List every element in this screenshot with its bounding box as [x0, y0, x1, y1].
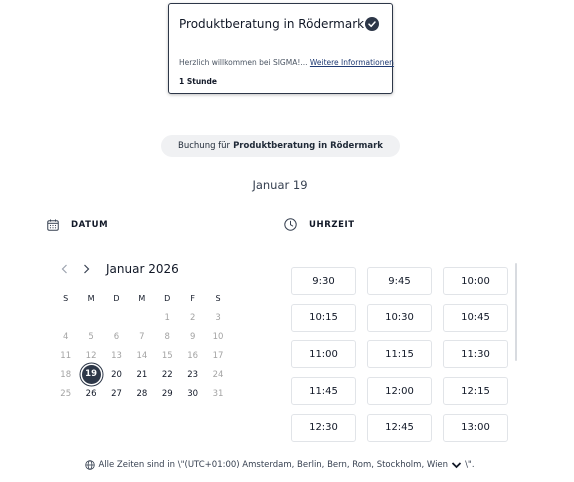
calendar-day-number: 27 — [111, 388, 122, 399]
calendar-day — [53, 351, 78, 361]
previous-month-button[interactable] — [58, 262, 70, 276]
calendar-day-number: 25 — [60, 388, 72, 399]
calendar-day-number: 22 — [161, 369, 173, 380]
calendar-day[interactable] — [104, 389, 129, 399]
calendar-day-number: 15 — [161, 350, 173, 361]
time-slot-button[interactable]: 12:30 — [291, 414, 356, 442]
calendar-day — [155, 313, 180, 323]
calendar-day-number: 10 — [212, 331, 224, 342]
weekday-header-row — [53, 289, 231, 308]
timezone-suffix: \". — [465, 460, 475, 470]
calendar-navigation — [58, 262, 179, 276]
calendar-day — [78, 332, 103, 342]
calendar-day-number: 3 — [215, 312, 221, 323]
time-slot-button[interactable]: 10:15 — [291, 304, 356, 332]
time-slot-button[interactable]: 11:15 — [367, 340, 432, 368]
service-card[interactable] — [168, 3, 393, 94]
calendar-grid — [53, 289, 231, 403]
date-section-label: DATUM — [71, 220, 109, 230]
time-section-heading — [284, 218, 355, 231]
calendar-day — [205, 370, 230, 380]
calendar-day-number: 26 — [85, 388, 97, 399]
chevron-left-icon — [61, 264, 68, 274]
calendar-day[interactable] — [129, 370, 154, 380]
calendar-day — [155, 351, 180, 361]
date-section-heading — [47, 219, 108, 231]
chevron-right-icon — [83, 264, 90, 274]
calendar-day-number: 23 — [187, 369, 199, 380]
calendar-day-number: 13 — [111, 350, 122, 361]
weekday-label: D — [113, 294, 120, 303]
calendar-day — [180, 313, 205, 323]
calendar-day-number: 14 — [136, 350, 148, 361]
calendar-day-number: 8 — [164, 331, 170, 342]
calendar-day — [155, 332, 180, 342]
timezone-line — [0, 460, 560, 470]
check-circle-icon — [365, 17, 379, 31]
calendar-day-number: 16 — [187, 350, 199, 361]
timezone-value: (UTC+01:00) Amsterdam, Berlin, Bern, Rom, Stockholm, Wien — [184, 460, 449, 470]
calendar-day-number: 28 — [136, 388, 148, 399]
calendar-day — [180, 332, 205, 342]
calendar-day — [53, 370, 78, 380]
calendar-day-number: 6 — [113, 331, 120, 342]
calendar-day — [53, 332, 78, 342]
time-slot-button[interactable]: 13:00 — [443, 414, 508, 442]
calendar-day[interactable] — [78, 365, 103, 384]
calendar-day[interactable] — [180, 370, 205, 380]
next-month-button[interactable] — [80, 262, 92, 276]
calendar-day[interactable] — [104, 370, 129, 380]
service-description-text: Herzlich willkommen bei SIGMA!... — [179, 58, 308, 67]
calendar-week-row — [53, 384, 231, 403]
weekday-label: S — [63, 294, 69, 303]
calendar-day-number: 20 — [111, 369, 122, 380]
calendar-day-number: 31 — [212, 388, 224, 399]
time-slot-button[interactable]: 10:45 — [443, 304, 508, 332]
clock-icon — [284, 218, 297, 231]
more-info-link[interactable]: Weitere Informationen — [309, 58, 394, 67]
calendar-day — [78, 351, 103, 361]
calendar-day[interactable] — [129, 389, 154, 399]
calendar-day — [205, 332, 230, 342]
calendar-day-number: 7 — [139, 331, 145, 342]
service-description — [179, 58, 394, 67]
calendar-day-number: 4 — [62, 331, 69, 342]
calendar-day — [53, 389, 78, 399]
calendar-day — [129, 351, 154, 361]
weekday-label: F — [190, 294, 195, 303]
time-slot-button[interactable]: 10:00 — [443, 267, 508, 295]
time-slot-button[interactable]: 11:00 — [291, 340, 356, 368]
calendar-day-number: 2 — [189, 312, 196, 323]
booking-service-name: Produktberatung in Rödermark — [233, 141, 383, 151]
calendar-day — [205, 351, 230, 361]
weekday-label: M — [138, 294, 146, 303]
calendar-day-number: 11 — [60, 350, 72, 361]
calendar-day-number: 19 — [82, 365, 101, 384]
calendar-weeks — [53, 308, 231, 403]
calendar-day-number: 18 — [60, 369, 72, 380]
time-slot-list — [291, 267, 509, 445]
calendar-day-number: 29 — [161, 388, 173, 399]
calendar-day — [104, 351, 129, 361]
selected-date: Januar 19 — [252, 178, 308, 192]
calendar-day — [129, 332, 154, 342]
calendar-day[interactable] — [78, 389, 103, 399]
booking-summary — [161, 135, 400, 157]
weekday-label: M — [87, 294, 95, 303]
calendar-week-row — [53, 346, 231, 365]
calendar-week-row — [53, 327, 231, 346]
timezone-select[interactable] — [185, 460, 466, 470]
time-slot-button[interactable]: 12:45 — [367, 414, 432, 442]
service-title: Produktberatung in Rödermark — [179, 17, 365, 31]
calendar-day-number: 1 — [164, 312, 170, 323]
time-slot-button[interactable]: 10:30 — [367, 304, 432, 332]
time-section-label: UHRZEIT — [309, 219, 355, 230]
calendar-day-number: 5 — [88, 331, 94, 342]
calendar-day — [104, 332, 129, 342]
time-slot-button[interactable]: 12:00 — [367, 377, 432, 405]
calendar-week-row — [53, 365, 231, 384]
calendar-day-number: 12 — [85, 350, 97, 361]
timezone-prefix: Alle Zeiten sind in \" — [98, 460, 185, 470]
calendar-day[interactable] — [155, 389, 180, 399]
time-slot-button[interactable]: 9:45 — [367, 267, 432, 295]
calendar-day — [180, 351, 205, 361]
globe-icon — [85, 460, 95, 470]
time-slot-button[interactable]: 12:15 — [443, 377, 508, 405]
calendar-icon — [47, 219, 59, 231]
weekday-label: S — [215, 294, 221, 303]
chevron-down-icon — [451, 461, 462, 469]
calendar-day — [205, 389, 230, 399]
service-duration: 1 Stunde — [179, 77, 217, 86]
time-list-scrollbar[interactable] — [515, 263, 517, 361]
calendar-week-row — [53, 308, 231, 327]
time-slot-button[interactable]: 9:30 — [291, 267, 356, 295]
time-slot-button[interactable]: 11:45 — [291, 377, 356, 405]
month-label: Januar 2026 — [106, 262, 179, 276]
calendar-day[interactable] — [180, 389, 205, 399]
calendar-day-number: 30 — [187, 388, 199, 399]
calendar-day-number: 17 — [212, 350, 224, 361]
calendar-day — [205, 313, 230, 323]
booking-prefix: Buchung für — [178, 141, 231, 151]
calendar-day-number: 21 — [136, 369, 148, 380]
weekday-label: D — [164, 294, 171, 303]
calendar-day-number: 24 — [212, 369, 224, 380]
calendar-day-number: 9 — [189, 331, 196, 342]
time-slot-button[interactable]: 11:30 — [443, 340, 508, 368]
calendar-day[interactable] — [155, 370, 180, 380]
